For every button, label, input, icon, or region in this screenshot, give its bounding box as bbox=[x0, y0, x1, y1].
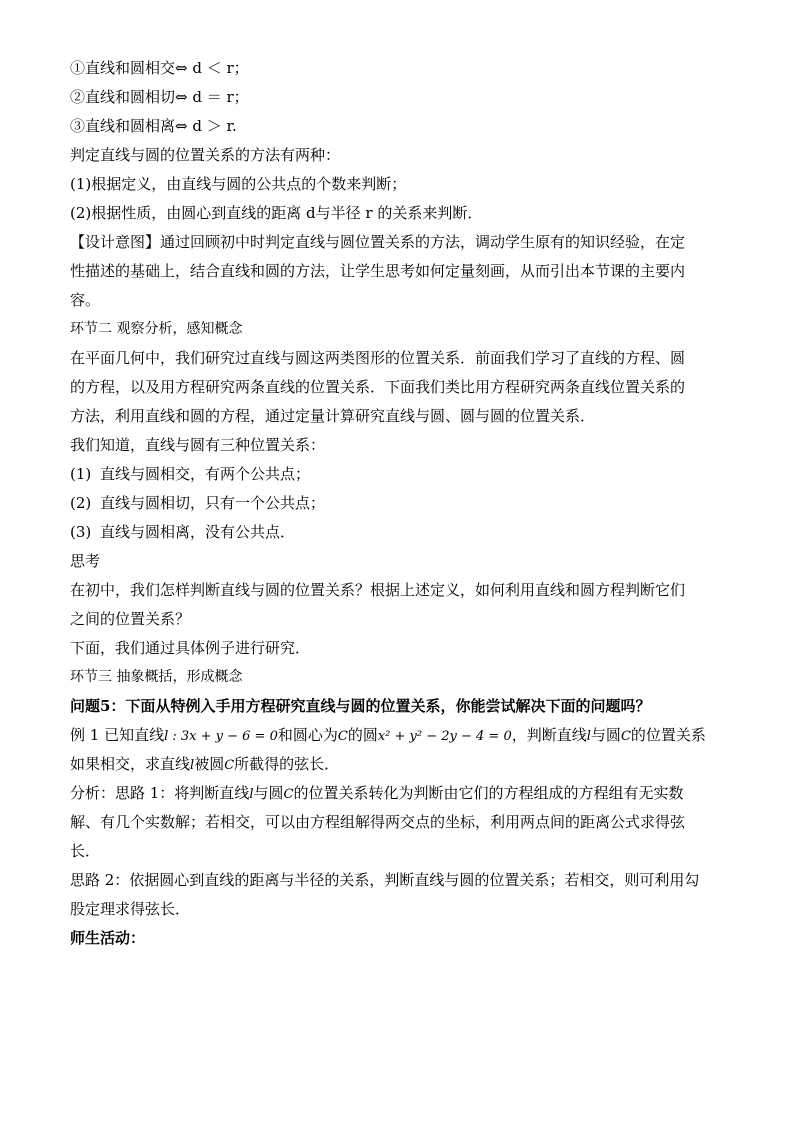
paragraph bbox=[70, 870, 730, 919]
section-heading: 环节二 观察分析，感知概念 bbox=[70, 321, 243, 337]
text-line: 性描述的基础上，结合直线和圆的方法，让学生思考如何定量刻画，从而引出本节课的主要内 bbox=[70, 262, 686, 280]
text-line: 方法，利用直线和圆的方程，通过定量计算研究直线与圆、圆与圆的位置关系． bbox=[70, 407, 596, 425]
paragraph bbox=[70, 348, 730, 426]
math-symbol: C bbox=[224, 758, 235, 773]
section-heading: 环节三 抽象概括，形成概念 bbox=[70, 669, 243, 685]
analysis-paragraph bbox=[70, 783, 730, 861]
text-line: 之间的位置关系？ bbox=[70, 610, 191, 628]
text-span: 与圆 bbox=[590, 726, 621, 744]
text-line: 股定理求得弦长． bbox=[70, 900, 191, 918]
activity-heading: 师生活动： bbox=[70, 929, 146, 947]
math-symbol: l bbox=[190, 758, 195, 773]
list-text: 直线与圆相交，有两个公共点； bbox=[100, 465, 311, 483]
text-span: 的圆 bbox=[347, 726, 378, 744]
math-equation: l : 3x + y − 6 = 0 bbox=[164, 729, 278, 744]
document-page bbox=[70, 58, 730, 957]
text-line: 思考 bbox=[70, 552, 101, 570]
text-line: 的方程，以及用方程研究两条直线的位置关系．下面我们类比用方程研究两条直线位置关系的 bbox=[70, 378, 686, 396]
math-symbol: C bbox=[337, 729, 348, 744]
text-line: 解、有几个实数解；若相交，可以由方程组解得两交点的坐标，利用两点间的距离公式求得弦 bbox=[70, 813, 686, 831]
list-item bbox=[70, 493, 730, 513]
text-line: 【设计意图】通过回顾初中时判定直线与圆位置关系的方法，调动学生原有的知识经验，在定 bbox=[70, 233, 686, 251]
text-line: ③直线和圆相离⇔ d ＞ r. bbox=[70, 117, 237, 135]
text-span: 所截得的弦长． bbox=[234, 755, 340, 773]
text-span: 与圆 bbox=[253, 784, 284, 802]
list-item bbox=[70, 522, 730, 542]
example-line bbox=[70, 725, 730, 745]
text-span: 例 1 已知直线 bbox=[70, 726, 165, 744]
paragraph bbox=[70, 580, 730, 629]
text-line: (1)根据定义，由直线与圆的公共点的个数来判断； bbox=[70, 175, 407, 193]
list-number: (1) bbox=[70, 465, 92, 483]
list-item bbox=[70, 464, 730, 484]
text-span: 被圆 bbox=[194, 755, 225, 773]
text-line: 在初中，我们怎样判断直线与圆的位置关系？根据上述定义，如何利用直线和圆方程判断它们 bbox=[70, 581, 686, 599]
text-line: 我们知道，直线与圆有三种位置关系： bbox=[70, 436, 326, 454]
text-span: ，判断直线 bbox=[511, 726, 587, 744]
math-symbol: l bbox=[586, 729, 591, 744]
list-number: (2) bbox=[70, 494, 92, 512]
text-span: 和圆心为 bbox=[277, 726, 338, 744]
text-line: (2)根据性质，由圆心到直线的距离 d与半径 r 的关系来判断． bbox=[70, 204, 483, 222]
list-text: 直线与圆相离，没有公共点． bbox=[100, 523, 296, 541]
example-line bbox=[70, 754, 730, 774]
math-symbol: C bbox=[283, 787, 294, 802]
math-equation: x² + y² − 2y − 4 = 0 bbox=[377, 729, 512, 744]
list-number: (3) bbox=[70, 523, 92, 541]
text-line: 容。 bbox=[70, 291, 101, 309]
text-line: 下面，我们通过具体例子进行研究． bbox=[70, 639, 311, 657]
math-symbol: C bbox=[620, 729, 631, 744]
text-line bbox=[70, 783, 730, 803]
text-line: 长． bbox=[70, 842, 101, 860]
text-line: ①直线和圆相交⇔ d ＜ r； bbox=[70, 59, 249, 77]
design-intent-paragraph bbox=[70, 232, 730, 310]
math-symbol: l bbox=[249, 787, 254, 802]
question-heading: 问题5：下面从特例入手用方程研究直线与圆的位置关系，你能尝试解决下面的问题吗？ bbox=[70, 697, 651, 715]
text-line: ②直线和圆相切⇔ d ＝ r； bbox=[70, 88, 249, 106]
text-line: 在平面几何中，我们研究过直线与圆这两类图形的位置关系．前面我们学习了直线的方程、圆 bbox=[70, 349, 686, 367]
list-text: 直线与圆相切，只有一个公共点； bbox=[100, 494, 326, 512]
text-line: 判定直线与圆的位置关系的方法有两种： bbox=[70, 146, 341, 164]
text-span: 的位置关系转化为判断由它们的方程组成的方程组有无实数 bbox=[293, 784, 684, 802]
text-span: 的位置关系 bbox=[630, 726, 706, 744]
text-span: 如果相交，求直线 bbox=[70, 755, 191, 773]
text-span: 分析：思路 1：将判断直线 bbox=[70, 784, 250, 802]
text-line: 思路 2：依据圆心到直线的距离与半径的关系，判断直线与圆的位置关系；若相交，则可利用勾 bbox=[70, 871, 700, 889]
